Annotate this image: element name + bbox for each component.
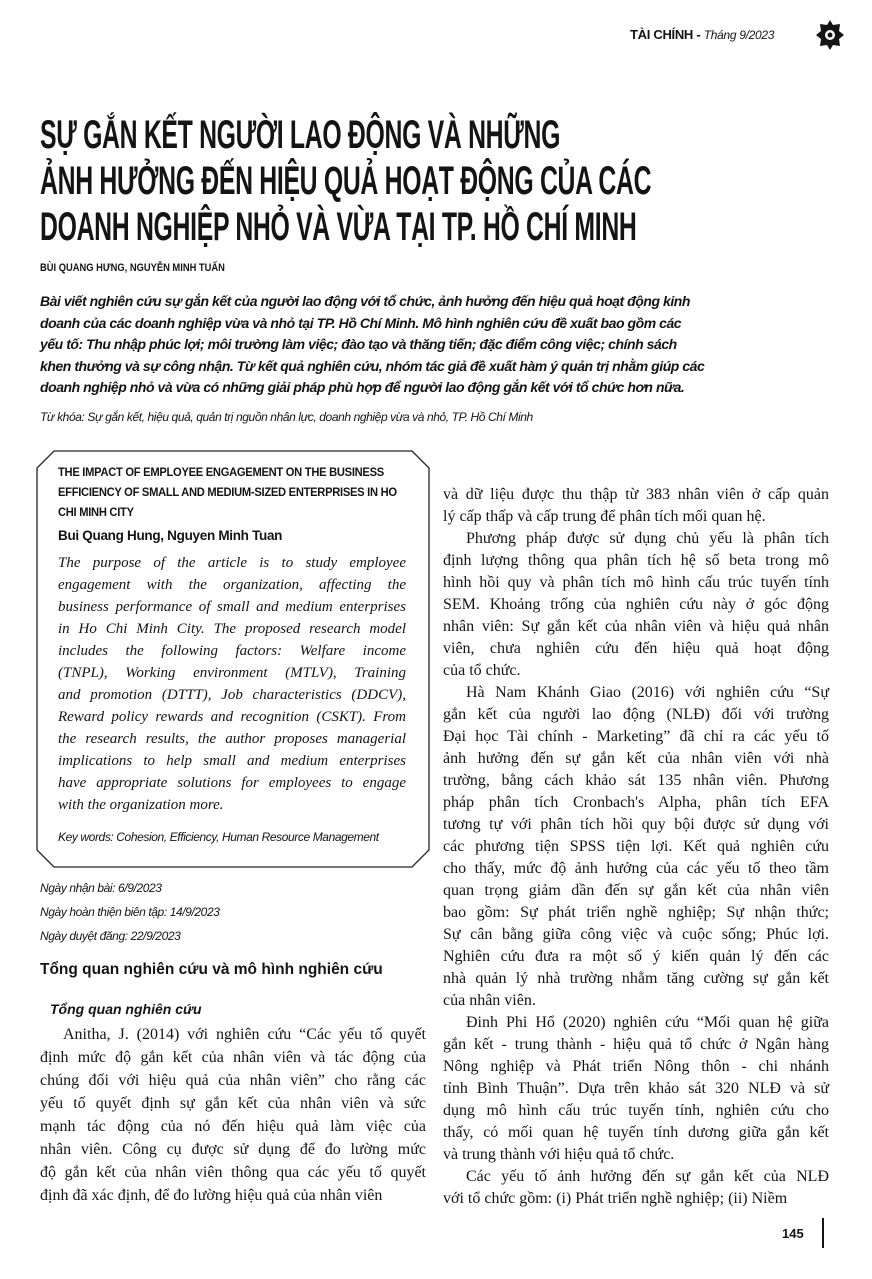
abstract-line: doanh nghiệp nhỏ và vừa có những giải pháp phù hợp để người lao động gắn kết với tổ chức hơn nữa. (40, 379, 685, 396)
text-line: với tổ chức gồm: (i) Phát triển nghề nghiệp; (ii) Niềm (443, 1190, 788, 1207)
english-abstract (58, 552, 406, 816)
text-line: định mức độ gắn kết của nhân viên và tác động của (40, 1049, 426, 1066)
text-line: mạnh tác động của nó đến hiệu quả làm việc của (40, 1118, 426, 1135)
text-line: ảnh hưởng đến sự gắn kết của nhân viên với nhà (443, 750, 829, 767)
text-line: quan trọng giảm dần đến sự gắn kết của nhân viên (443, 882, 829, 899)
paragraph (443, 528, 829, 682)
date-received: Ngày nhận bài: 6/9/2023 (40, 881, 162, 895)
article-title (40, 112, 872, 250)
paragraph (443, 682, 829, 1012)
title-line: SỰ GẮN KẾT NGƯỜI LAO ĐỘNG VÀ NHỮNG (40, 113, 561, 157)
text-line: with the organization more. (58, 797, 224, 813)
text-line: yếu tố quyết định sự gắn kết của nhân viên và sức (40, 1095, 426, 1112)
text-line: nhân viên. Công cụ được sử dụng để đo lường mức (40, 1141, 426, 1158)
text-line: Nghiên cứu đưa ra một số ý kiến quản lý đến các (443, 948, 829, 965)
english-keywords: Key words: Cohesion, Efficiency, Human Resource Management (58, 830, 379, 844)
text-line: Đại học Tài chính - Marketing” đã chỉ ra các yếu tố (443, 728, 829, 745)
text-line: gắn kết - trung thành - hiệu quả tổ chức ở Ngân hàng (443, 1036, 829, 1053)
text-line: và dữ liệu được thu thập từ 383 nhân viên ở cấp quản (443, 486, 829, 503)
text-line: hình hồi quy và phân tích mô hình cấu trúc tuyến tính (443, 574, 829, 591)
text-line: The purpose of the article is to study employee (58, 555, 406, 571)
text-line: Reward policy rewards and recognition (CSKT). From (58, 709, 406, 725)
text-line: của nhân viên. (443, 992, 536, 1009)
text-line: dụng mô hình cấu trúc tuyến tính, nghiên cứu cho (443, 1102, 829, 1119)
text-line: have appropriate solutions for employees to engage (58, 775, 406, 791)
text-line: lý cấp thấp và cấp trung để phân tích mối quan hệ. (443, 508, 766, 525)
date-accepted: Ngày duyệt đăng: 22/9/2023 (40, 929, 181, 943)
text-line: nhà quản lý nhà trường nhằm tăng cường sự gắn kết (443, 970, 829, 987)
subsection-heading: Tổng quan nghiên cứu (50, 1001, 202, 1017)
text-line: (TNPL), Working environment (MTLV), Training (58, 665, 406, 681)
text-line: viên, chưa nghiên cứu đến hiệu quả hoạt động (443, 640, 829, 657)
text-line: các phương tiện SPSS tiện lợi. Kết quả nghiên cứu (443, 838, 829, 855)
paragraph (443, 1166, 829, 1210)
section-heading: Tổng quan nghiên cứu và mô hình nghiên cứu (40, 961, 383, 978)
text-line: định đã xác định, để đo lường hiệu quả của nhân viên (40, 1187, 383, 1204)
abstract-line: yếu tố: Thu nhập phúc lợi; môi trường làm việc; đào tạo và thăng tiến; đặc điểm công việc; chính sách (40, 336, 677, 353)
text-line: gắn kết của người lao động (NLĐ) đối với trường (443, 706, 829, 723)
title-line: DOANH NGHIỆP NHỎ VÀ VỪA TẠI TP. HỒ CHÍ MINH (40, 205, 637, 249)
english-authors: Bui Quang Hung, Nguyen Minh Tuan (58, 528, 283, 543)
text-line: tương tự với phân tích hồi quy bội được sử dụng với (443, 816, 829, 833)
text-line: định lượng thông qua phân tích hệ số beta trong mô (443, 552, 829, 569)
page-number: 145 (782, 1226, 804, 1241)
text-line: the research results, the author proposes managerial (58, 731, 406, 747)
text-line: Phương pháp được sử dụng chủ yếu là phân tích (466, 530, 829, 547)
text-line: in Ho Chi Minh City. The proposed research model (58, 621, 406, 637)
left-column-body (40, 1023, 426, 1207)
text-line: Các yếu tố ảnh hưởng đến sự gắn kết của NLĐ (466, 1168, 829, 1185)
english-title-line: THE IMPACT OF EMPLOYEE ENGAGEMENT ON THE BUSINESS (58, 465, 384, 479)
text-line: thấy, có mối quan hệ tuyến tính dương giữa gắn kết (443, 1124, 829, 1141)
page-number-rule (822, 1218, 824, 1248)
text-line: cho thấy, mức độ ảnh hưởng của các yếu tố theo tầm (443, 860, 829, 877)
text-line: implications to help small and medium enterprises (58, 753, 406, 769)
abstract-line: doanh của các doanh nghiệp vừa và nhỏ tại TP. Hồ Chí Minh. Mô hình nghiên cứu đề xuất bao gồm các (40, 314, 682, 331)
text-line: Hà Nam Khánh Giao (2016) với nghiên cứu “Sự (466, 684, 829, 701)
paragraph (443, 1012, 829, 1166)
text-line: Sự cân bằng giữa công việc và cuộc sống; Phúc lợi. (443, 926, 829, 943)
text-line: chúng đối với hiệu quả của nhân viên” cho rằng các (40, 1072, 426, 1089)
text-line: SEM. Khoảng trống của nghiên cứu này ở góc động (443, 596, 829, 613)
text-line: and promotion (DTTT), Job characteristics (DDCV), (58, 687, 406, 703)
text-line: pháp phân tích Cronbach's Alpha, phân tích EFA (443, 794, 829, 811)
date-revised: Ngày hoàn thiện biên tập: 14/9/2023 (40, 905, 220, 919)
paragraph (58, 552, 406, 816)
article-dates (40, 876, 220, 948)
paragraph (443, 484, 829, 528)
text-line: Đinh Phi Hổ (2020) nghiên cứu “Mối quan hệ giữa (466, 1014, 829, 1031)
abstract-line: Bài viết nghiên cứu sự gắn kết của người lao động với tổ chức, ảnh hưởng đến hiệu quả hoạt động kinh (40, 293, 690, 309)
english-title (58, 462, 397, 522)
title-line: ẢNH HƯỞNG ĐẾN HIỆU QUẢ HOẠT ĐỘNG CỦA CÁC (40, 159, 652, 203)
text-line: và trung thành với hiệu quả tổ chức. (443, 1146, 675, 1163)
text-line: Nông nghiệp và Phát triển Nông thôn - chi nhánh (443, 1058, 829, 1075)
abstract-line: khen thưởng và sự công nhận. Từ kết quả nghiên cứu, nhóm tác giả đề xuất hàm ý quản trị nhằm giúp các (40, 357, 705, 374)
running-header (630, 27, 774, 42)
authors: BÙI QUANG HƯNG, NGUYỄN MINH TUẤN (40, 262, 225, 274)
text-line: includes the following factors: Welfare income (58, 643, 406, 659)
text-line: nhân viên: Sự gắn kết của nhân viên và hiệu quả nhân (443, 618, 829, 635)
paragraph (40, 1023, 426, 1207)
english-title-line: CHI MINH CITY (58, 505, 134, 519)
right-column-body (443, 484, 829, 1210)
text-line: Anitha, J. (2014) với nghiên cứu “Các yếu tố quyết (63, 1026, 426, 1043)
issue-date: Tháng 9/2023 (703, 28, 775, 42)
journal-name: TÀI CHÍNH (630, 27, 694, 42)
text-line: tỉnh Bình Thuận”. Dựa trên khảo sát 320 NLĐ và sử (443, 1080, 829, 1097)
vietnamese-keywords: Từ khóa: Sự gắn kết, hiệu quả, quản trị nguồn nhân lực, doanh nghiệp vừa và nhỏ, TP. Hồ Chí Minh (40, 410, 533, 424)
header-separator: - (693, 27, 704, 42)
text-line: engagement with the organization, affecting the (58, 577, 406, 593)
text-line: business performance of small and medium enterprises (58, 599, 406, 615)
journal-emblem-icon (816, 20, 844, 50)
english-title-line: EFFICIENCY OF SMALL AND MEDIUM-SIZED ENTERPRISES IN HO (58, 485, 397, 499)
vietnamese-abstract (40, 291, 704, 399)
text-line: độ gắn kết của nhân viên thông qua các yếu tố quyết (40, 1164, 426, 1181)
text-line: bao gồm: Sự phát triển nghề nghiệp; Sự nhận thức; (443, 904, 829, 921)
text-line: trường, bằng cách khảo sát 135 nhân viên. Phương (443, 772, 829, 789)
text-line: của tổ chức. (443, 662, 521, 679)
